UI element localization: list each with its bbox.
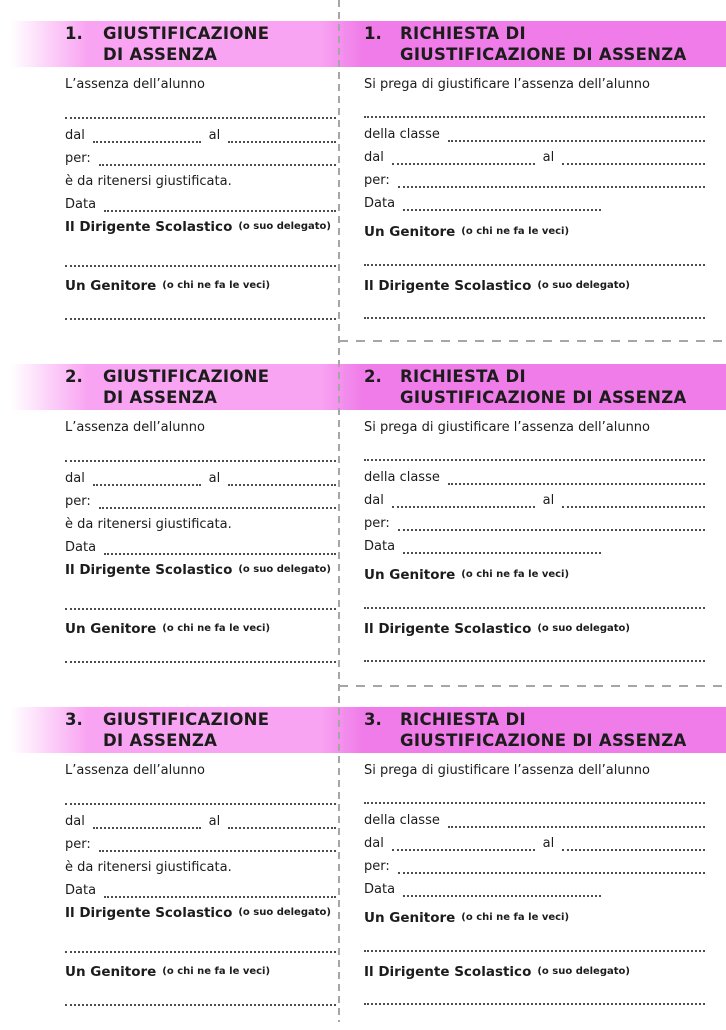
request-header: [339, 707, 726, 753]
genitore-line: [364, 558, 705, 587]
ticket-number: 1.: [65, 24, 83, 43]
header-title-line: GIUSTIFICAZIONE DI ASSENZA: [400, 731, 687, 750]
giustificata-line: è da ritenersi giustificata.: [65, 174, 232, 189]
genitore-label: Un Genitore: [364, 224, 456, 240]
dirigente-label: Il Dirigente Scolastico: [364, 278, 532, 294]
classe-label: della classe: [364, 813, 440, 828]
classe-line: [364, 809, 705, 832]
signature-fill-line: [65, 641, 336, 668]
blank-fill-line: [364, 1003, 705, 1005]
data-label: Data: [364, 196, 396, 211]
per-label: per:: [65, 151, 91, 166]
classe-label: della classe: [364, 470, 440, 485]
dirigente-note: (o suo delegato): [238, 907, 331, 918]
signature-fill-line: [364, 930, 705, 957]
justification-ticket: [0, 759, 339, 1029]
blank-fill-line: [364, 607, 705, 609]
genitore-note: (o chi ne fa le veci): [461, 226, 570, 237]
per-line: [65, 833, 336, 856]
header-band: [0, 21, 726, 67]
per-line: [65, 490, 336, 513]
al-fill-line: [228, 827, 336, 829]
blank-fill-line: [65, 951, 336, 953]
intro-line: L’assenza dell’alunno: [65, 77, 205, 92]
header-title-line: DI ASSENZA: [103, 45, 218, 64]
per-fill-line: [398, 872, 705, 874]
signature-fill-line: [65, 925, 336, 958]
dal-fill-line: [93, 141, 201, 143]
dal-al-line: [65, 124, 336, 147]
dirigente-note: (o suo delegato): [537, 623, 630, 634]
dirigente-note: (o suo delegato): [238, 564, 331, 575]
blank-fill-line: [65, 265, 336, 267]
signature-fill-line: [364, 244, 705, 271]
intro-line: Si prega di giustificare l’assenza dell’alunno: [364, 420, 650, 435]
signature-fill-line: [364, 298, 705, 324]
intro-line: L’assenza dell’alunno: [65, 763, 205, 778]
justification-header: [0, 21, 339, 67]
ticket-columns: [0, 753, 726, 1029]
dirigente-label: Il Dirigente Scolastico: [65, 219, 233, 235]
dal-al-line: [65, 467, 336, 490]
per-line: [364, 855, 705, 878]
dal-fill-line: [392, 163, 535, 165]
header-title: [103, 709, 269, 751]
per-label: per:: [364, 173, 390, 188]
giustificata-line: è da ritenersi giustificata.: [65, 517, 232, 532]
dirigente-label: Il Dirigente Scolastico: [364, 964, 532, 980]
header-title: [400, 23, 687, 65]
per-label: per:: [65, 837, 91, 852]
dal-al-line: [364, 832, 705, 855]
dal-label: dal: [65, 471, 85, 486]
vertical-cut-line: [338, 0, 340, 1022]
signature-fill-line: [65, 582, 336, 615]
blank-fill-line: [65, 803, 336, 805]
alunno-fill-line: [364, 782, 705, 809]
request-ticket: [339, 73, 726, 343]
dal-label: dal: [364, 836, 384, 851]
justification-ticket: [0, 416, 339, 686]
blank-fill-line: [364, 116, 705, 118]
genitore-note: (o chi ne fa le veci): [162, 623, 271, 634]
dal-fill-line: [392, 849, 535, 851]
dirigente-label: Il Dirigente Scolastico: [364, 621, 532, 637]
genitore-label: Un Genitore: [65, 278, 157, 294]
blank-fill-line: [65, 460, 336, 462]
data-fill-line: [104, 210, 336, 212]
al-label: al: [542, 150, 555, 165]
request-ticket: [339, 416, 726, 686]
alunno-fill-line: [364, 439, 705, 466]
data-label: Data: [65, 540, 97, 555]
classe-fill-line: [448, 483, 705, 485]
header-title-line: RICHIESTA DI: [400, 24, 526, 43]
data-fill-line: [403, 895, 601, 897]
data-line: [364, 535, 705, 558]
alunno-fill-line: [65, 782, 336, 810]
blank-fill-line: [364, 317, 705, 319]
data-fill-line: [104, 896, 336, 898]
al-fill-line: [562, 849, 705, 851]
blank-fill-line: [364, 660, 705, 662]
giustificata-line: è da ritenersi giustificata.: [65, 860, 232, 875]
genitore-label: Un Genitore: [65, 964, 157, 980]
blank-fill-line: [65, 1004, 336, 1006]
al-label: al: [208, 128, 221, 143]
ticket-number: 3.: [65, 710, 83, 729]
request-header: [339, 364, 726, 410]
dal-al-line: [65, 810, 336, 833]
request-ticket: [339, 759, 726, 1029]
genitore-note: (o chi ne fa le veci): [162, 966, 271, 977]
signature-fill-line: [364, 984, 705, 1010]
classe-fill-line: [448, 140, 705, 142]
blank-fill-line: [65, 661, 336, 663]
justification-header: [0, 364, 339, 410]
per-fill-line: [398, 186, 705, 188]
genitore-line: [65, 958, 336, 984]
genitore-line: [364, 215, 705, 244]
al-fill-line: [562, 163, 705, 165]
data-line: [364, 878, 705, 901]
ticket-number: 2.: [364, 367, 382, 386]
header-title: [103, 366, 269, 408]
blank-fill-line: [65, 318, 336, 320]
data-line: [364, 192, 705, 215]
dirigente-line: [364, 614, 705, 641]
classe-fill-line: [448, 826, 705, 828]
data-label: Data: [364, 882, 396, 897]
header-title-line: GIUSTIFICAZIONE: [103, 710, 270, 729]
ticket-pair: [0, 686, 726, 1029]
justification-ticket: [0, 73, 339, 343]
per-line: [364, 512, 705, 535]
data-label: Data: [364, 539, 396, 554]
classe-label: della classe: [364, 127, 440, 142]
al-label: al: [542, 836, 555, 851]
intro-line: Si prega di giustificare l’assenza dell’alunno: [364, 763, 650, 778]
signature-fill-line: [364, 641, 705, 667]
genitore-label: Un Genitore: [65, 621, 157, 637]
dirigente-line: [65, 216, 336, 239]
data-fill-line: [403, 552, 601, 554]
dirigente-line: [364, 271, 705, 298]
classe-line: [364, 466, 705, 489]
blank-fill-line: [364, 459, 705, 461]
genitore-note: (o chi ne fa le veci): [461, 912, 570, 923]
dirigente-note: (o suo delegato): [537, 280, 630, 291]
signature-fill-line: [364, 587, 705, 614]
dal-al-line: [364, 489, 705, 512]
data-line: [65, 879, 336, 902]
blank-fill-line: [65, 117, 336, 119]
per-fill-line: [398, 529, 705, 531]
genitore-line: [65, 615, 336, 641]
dirigente-line: [65, 902, 336, 925]
dal-fill-line: [392, 506, 535, 508]
data-line: [65, 193, 336, 216]
al-fill-line: [228, 484, 336, 486]
header-title-line: RICHIESTA DI: [400, 367, 526, 386]
per-label: per:: [65, 494, 91, 509]
header-title-line: GIUSTIFICAZIONE: [103, 24, 270, 43]
alunno-fill-line: [65, 96, 336, 124]
header-band: [0, 707, 726, 753]
blank-fill-line: [364, 264, 705, 266]
per-line: [364, 169, 705, 192]
header-title-line: RICHIESTA DI: [400, 710, 526, 729]
per-line: [65, 147, 336, 170]
dirigente-line: [65, 559, 336, 582]
dirigente-label: Il Dirigente Scolastico: [65, 562, 233, 578]
ticket-number: 2.: [65, 367, 83, 386]
data-fill-line: [403, 209, 601, 211]
header-title-line: GIUSTIFICAZIONE DI ASSENZA: [400, 45, 687, 64]
intro-line: Si prega di giustificare l’assenza dell’alunno: [364, 77, 650, 92]
ticket-number: 3.: [364, 710, 382, 729]
ticket-pair: [0, 343, 726, 686]
justification-header: [0, 707, 339, 753]
header-title-line: DI ASSENZA: [103, 731, 218, 750]
data-label: Data: [65, 197, 97, 212]
al-label: al: [208, 814, 221, 829]
header-band: [0, 364, 726, 410]
al-fill-line: [228, 141, 336, 143]
dirigente-label: Il Dirigente Scolastico: [65, 905, 233, 921]
data-label: Data: [65, 883, 97, 898]
ticket-columns: [0, 410, 726, 686]
header-title: [400, 366, 687, 408]
header-title-line: GIUSTIFICAZIONE: [103, 367, 270, 386]
per-fill-line: [99, 507, 336, 509]
genitore-line: [364, 901, 705, 930]
blank-fill-line: [364, 950, 705, 952]
ticket-number: 1.: [364, 24, 382, 43]
alunno-fill-line: [364, 96, 705, 123]
header-title-line: GIUSTIFICAZIONE DI ASSENZA: [400, 388, 687, 407]
dirigente-line: [364, 957, 705, 984]
per-fill-line: [99, 850, 336, 852]
ticket-columns: [0, 67, 726, 343]
genitore-label: Un Genitore: [364, 910, 456, 926]
header-title-line: DI ASSENZA: [103, 388, 218, 407]
dal-label: dal: [65, 128, 85, 143]
per-fill-line: [99, 164, 336, 166]
horizontal-cut-line: [339, 685, 726, 687]
blank-fill-line: [364, 802, 705, 804]
header-title: [103, 23, 269, 65]
al-fill-line: [562, 506, 705, 508]
alunno-fill-line: [65, 439, 336, 467]
dal-al-line: [364, 146, 705, 169]
dirigente-note: (o suo delegato): [537, 966, 630, 977]
data-line: [65, 536, 336, 559]
blank-fill-line: [65, 608, 336, 610]
al-label: al: [208, 471, 221, 486]
request-header: [339, 21, 726, 67]
dal-label: dal: [65, 814, 85, 829]
ticket-pair: [0, 0, 726, 343]
al-label: al: [542, 493, 555, 508]
data-fill-line: [104, 553, 336, 555]
header-title: [400, 709, 687, 751]
per-label: per:: [364, 859, 390, 874]
dal-label: dal: [364, 150, 384, 165]
genitore-note: (o chi ne fa le veci): [162, 280, 271, 291]
per-label: per:: [364, 516, 390, 531]
dirigente-note: (o suo delegato): [238, 221, 331, 232]
intro-line: L’assenza dell’alunno: [65, 420, 205, 435]
dal-fill-line: [93, 827, 201, 829]
genitore-label: Un Genitore: [364, 567, 456, 583]
horizontal-cut-line: [339, 340, 726, 342]
classe-line: [364, 123, 705, 146]
dal-fill-line: [93, 484, 201, 486]
genitore-note: (o chi ne fa le veci): [461, 569, 570, 580]
signature-fill-line: [65, 239, 336, 272]
signature-fill-line: [65, 984, 336, 1011]
dal-label: dal: [364, 493, 384, 508]
signature-fill-line: [65, 298, 336, 325]
genitore-line: [65, 272, 336, 298]
